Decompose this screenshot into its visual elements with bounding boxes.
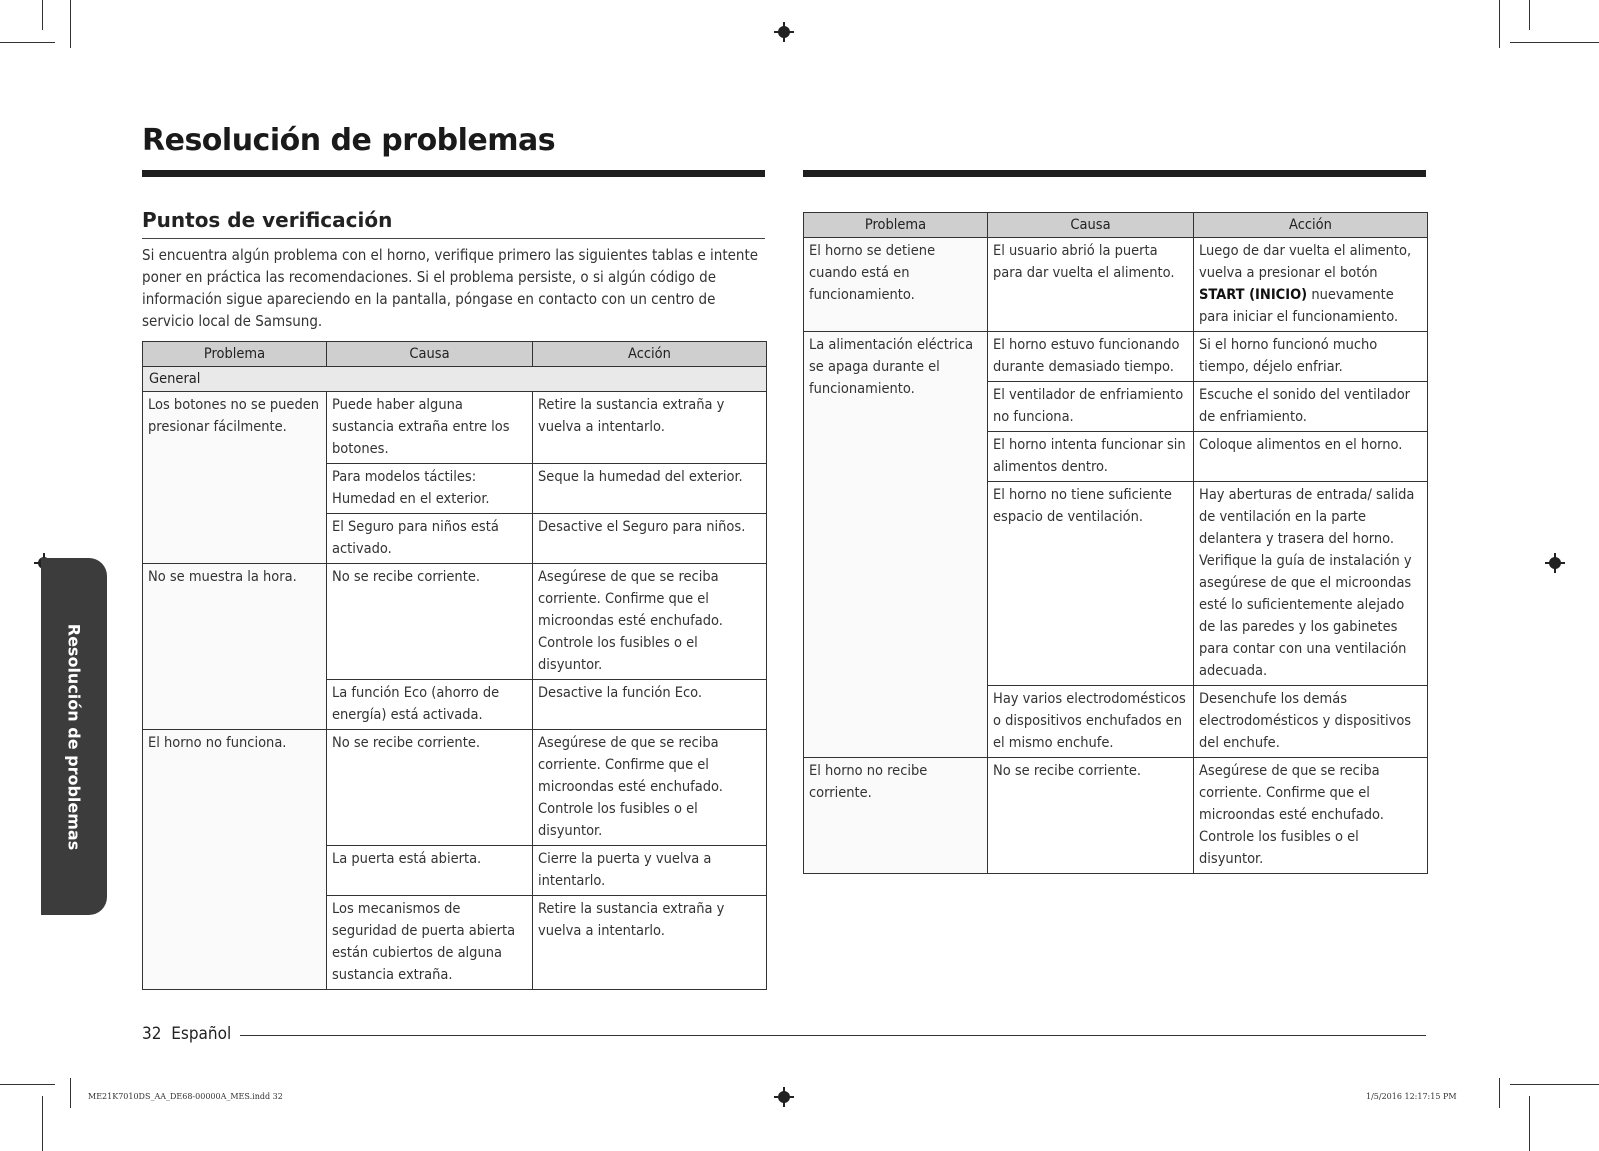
cause-cell: No se recibe corriente. [988, 758, 1194, 874]
action-cell: Asegúrese de que se reciba corriente. Confirme que el microondas esté enchufado. Controle los fusibles o el disyuntor. [533, 564, 767, 680]
crop-mark [1529, 0, 1530, 30]
action-cell: Cierre la puerta y vuelva a intentarlo. [533, 846, 767, 896]
cause-cell: El horno intenta funcionar sin alimentos dentro. [988, 432, 1194, 482]
title-rule [803, 170, 1426, 177]
cause-cell: Los mecanismos de seguridad de puerta abierta están cubiertos de alguna sustancia extraña. [327, 896, 533, 990]
page-footer [142, 1024, 231, 1044]
action-cell: Asegúrese de que se reciba corriente. Confirme que el microondas esté enchufado. Controle los fusibles o el disyuntor. [1194, 758, 1428, 874]
header-problem: Problema [804, 213, 988, 238]
problem-cell: Los botones no se pueden presionar fácilmente. [143, 392, 327, 564]
action-cell: Desactive el Seguro para niños. [533, 514, 767, 564]
crop-mark [1510, 1084, 1599, 1085]
header-cause: Causa [327, 342, 533, 367]
crop-mark [1510, 42, 1599, 43]
crop-mark [42, 0, 43, 30]
cause-cell: Puede haber alguna sustancia extraña entre los botones. [327, 392, 533, 464]
action-cell: Seque la humedad del exterior. [533, 464, 767, 514]
intro-paragraph: Si encuentra algún problema con el horno, verifique primero las siguientes tablas e intente poner en práctica las recomendaciones. Si el problema persiste, o si algún código de información sigue apareciendo en la pantalla, póngase en contacto con un centro de servicio local de Samsung. [142, 246, 759, 330]
problem-cell: El horno no funciona. [143, 730, 327, 990]
crop-mark [1499, 0, 1500, 48]
print-slug-timestamp: 1/5/2016 12:17:15 PM [1366, 1092, 1457, 1101]
header-action: Acción [1194, 213, 1428, 238]
action-cell: Escuche el sonido del ventilador de enfriamiento. [1194, 382, 1428, 432]
crop-mark [42, 1096, 43, 1151]
cause-cell: El horno estuvo funcionando durante demasiado tiempo. [988, 332, 1194, 382]
crop-mark [70, 0, 71, 48]
problem-cell: El horno se detiene cuando está en funcionamiento. [804, 238, 988, 332]
table-row [804, 758, 1428, 874]
cause-cell: Hay varios electrodomésticos o dispositivos enchufados en el mismo enchufe. [988, 686, 1194, 758]
footer-language: Español [171, 1024, 232, 1044]
cause-cell: No se recibe corriente. [327, 564, 533, 680]
crop-mark [0, 42, 55, 43]
action-cell [1194, 238, 1428, 332]
crop-mark [1499, 1078, 1500, 1108]
section-rule [142, 238, 765, 239]
crop-mark [1529, 1096, 1530, 1151]
header-action: Acción [533, 342, 767, 367]
table-row [804, 238, 1428, 332]
header-cause: Causa [988, 213, 1194, 238]
table-row [804, 332, 1428, 382]
action-text: Luego de dar vuelta el alimento, vuelva a presionar el botón [1199, 243, 1412, 281]
action-cell: Desenchufe los demás electrodomésticos y dispositivos del enchufe. [1194, 686, 1428, 758]
action-cell: Hay aberturas de entrada/ salida de ventilación en la parte delantera y trasera del horno. Verifique la guía de instalación y asegúrese de que el microondas esté lo suficientemente alejado de las paredes y los gabinetes para contar con una ventilación adecuada. [1194, 482, 1428, 686]
cause-cell: Para modelos táctiles: Humedad en el exterior. [327, 464, 533, 514]
chapter-side-tab [41, 558, 107, 915]
table-header-row [804, 213, 1428, 238]
cause-cell: El horno no tiene suficiente espacio de ventilación. [988, 482, 1194, 686]
table-row [143, 392, 767, 464]
section-title: Puntos de verificación [142, 208, 393, 232]
table-row [143, 730, 767, 846]
registration-mark-icon [774, 1087, 794, 1107]
crop-mark [0, 1084, 55, 1085]
cause-cell: La puerta está abierta. [327, 846, 533, 896]
action-cell: Desactive la función Eco. [533, 680, 767, 730]
action-cell: Si el horno funcionó mucho tiempo, déjelo enfriar. [1194, 332, 1428, 382]
print-slug-file: ME21K7010DS_AA_DE68-00000A_MES.indd 32 [88, 1092, 283, 1101]
action-cell: Retire la sustancia extraña y vuelva a intentarlo. [533, 896, 767, 990]
cause-cell: El usuario abrió la puerta para dar vuelta el alimento. [988, 238, 1194, 332]
title-rule [142, 170, 765, 177]
action-text: nuevamente para iniciar el funcionamiento. [1199, 287, 1399, 325]
cause-cell: El ventilador de enfriamiento no funciona. [988, 382, 1194, 432]
action-cell: Asegúrese de que se reciba corriente. Confirme que el microondas esté enchufado. Controle los fusibles o el disyuntor. [533, 730, 767, 846]
footer-rule [240, 1035, 1426, 1036]
start-button-label: START (INICIO) [1199, 287, 1308, 303]
page-title: Resolución de problemas [142, 123, 556, 158]
cause-cell: No se recibe corriente. [327, 730, 533, 846]
header-problem: Problema [143, 342, 327, 367]
action-cell: Coloque alimentos en el horno. [1194, 432, 1428, 482]
table-row [143, 564, 767, 680]
troubleshooting-table-left [142, 341, 767, 990]
problem-cell: No se muestra la hora. [143, 564, 327, 730]
cause-cell: El Seguro para niños está activado. [327, 514, 533, 564]
troubleshooting-table-right [803, 212, 1428, 874]
page-number: 32 [142, 1024, 162, 1044]
group-label: General [143, 367, 767, 392]
registration-mark-icon [774, 22, 794, 42]
action-cell: Retire la sustancia extraña y vuelva a intentarlo. [533, 392, 767, 464]
problem-cell: La alimentación eléctrica se apaga durante el funcionamiento. [804, 332, 988, 758]
group-row [143, 367, 767, 392]
cause-cell: La función Eco (ahorro de energía) está activada. [327, 680, 533, 730]
crop-mark [70, 1078, 71, 1108]
chapter-side-tab-label: Resolución de problemas [64, 623, 84, 850]
registration-mark-icon [1545, 553, 1565, 573]
table-header-row [143, 342, 767, 367]
problem-cell: El horno no recibe corriente. [804, 758, 988, 874]
